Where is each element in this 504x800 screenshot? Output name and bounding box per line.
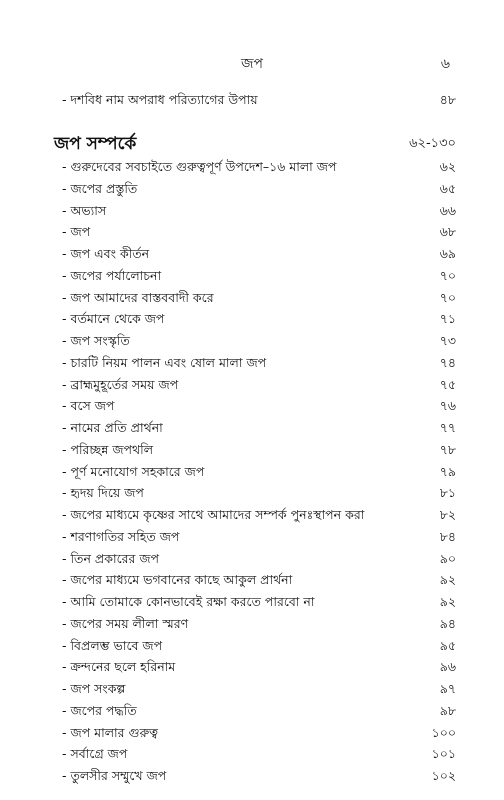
toc-entry [62,288,456,308]
toc-entry-page: ৪৮ [439,92,456,107]
toc-entry-page: ৭৪ [439,354,456,370]
toc-entry [62,483,456,503]
toc-entry-title: - অভ্যাস [62,202,107,218]
toc-entry-page: ৯০ [439,550,456,566]
toc-entry-title: - বিপ্রলম্ভ ভাবে জপ [62,637,163,653]
toc-entry [62,723,456,743]
toc-entry-title: - হৃদয় দিয়ে জপ [62,485,144,501]
toc-entry [62,375,456,395]
toc-entry [62,179,456,199]
toc-entry-title: - তুলসীর সম্মুখে জপ [62,768,167,783]
toc-entry [62,527,456,547]
toc-entry [62,201,456,221]
toc-entry-title: - জপ মালার গুরুত্ব [62,724,159,740]
toc-entry-page: ৮১ [439,485,456,501]
running-head [0,52,504,76]
toc-entry-title: - তিন প্রকারের জপ [62,550,159,566]
toc-entry-title: - আমি তোমাকে কোনভাবেই রক্ষা করতে পারবো না [62,594,315,609]
toc-entry [62,592,456,612]
toc-entry-page: ৭৬ [439,398,456,414]
section-title: জপ সম্পর্কে [54,134,137,154]
toc-entry-title: - চারটি নিয়ম পালন এবং ষোল মালা জপ [62,354,267,370]
toc-entry-title: - জপ আমাদের বাস্তববাদী করে [62,289,214,305]
toc-entry-title: - ক্রন্দনের ছলে হরিনাম [62,659,176,675]
running-head-page-number: ৬ [440,56,450,72]
toc-entry-title: - শরণাগতির সহিত জপ [62,528,180,544]
toc-entry-title: - জপের পর্যালোচনা [62,267,162,283]
toc-entry [62,222,456,242]
toc-entry [62,462,456,482]
toc-entry-page: ৯৬ [439,659,456,675]
toc-entry [62,244,456,264]
toc-entry [62,744,456,764]
toc-entry [62,614,456,634]
toc-entry-page: ৬৯ [439,246,456,261]
toc-entry-page: ৭৯ [439,463,456,479]
section-heading [54,132,456,156]
running-head-title: জপ [240,56,264,72]
toc-entry-title: - জপ এবং কীর্তন [62,246,150,261]
toc-entry-page: ৯২ [439,572,456,588]
toc-entry-page: ৮৪ [439,528,456,544]
toc-entry [62,679,456,699]
toc-entry [62,657,456,677]
toc-entry [62,266,456,286]
toc-entry-title: - জপের মাধ্যমে ভগবানের কাছে আকুল প্রার্থনা [62,572,293,588]
toc-entry-title: - দশবিধ নাম অপরাধ পরিত্যাগের উপায় [62,92,258,107]
toc-entry [62,701,456,721]
toc-entry [62,766,456,786]
toc-entry-page: ৯২ [439,594,456,609]
toc-entry-title: - জপের পদ্ধতি [62,702,137,718]
toc-entry [62,549,456,569]
toc-entry-page: ৬৬ [439,202,456,218]
toc-entry-page: ৭৩ [439,333,456,348]
toc-entry-title: - পূর্ণ মনোযোগ সহকারে জপ [62,463,205,479]
toc-entry-page: ৬৫ [439,180,456,196]
toc-entry [62,331,456,351]
toc-entry-title: - জপের প্রস্তুতি [62,180,138,196]
section-page-range: ৬২-১৩০ [409,136,456,151]
toc-entry-page: ৮২ [439,507,456,522]
toc-entry-page: ৯৭ [439,681,456,696]
toc-entry-title: - জপ সংকল্প [62,681,126,696]
toc-entry-title: - ব্রাহ্মমুহূর্তের সময় জপ [62,376,179,392]
toc-entry [62,157,456,177]
toc-entry-pre [62,90,456,110]
toc-entry-title: - জপ সংস্কৃতি [62,333,130,348]
toc-entry [62,309,456,329]
toc-entry [62,570,456,590]
toc-entry [62,418,456,438]
toc-entry-page: ১০২ [431,768,456,783]
toc-entry-page: ৬২ [439,159,456,174]
toc-entry-title: - বর্তমানে থেকে জপ [62,311,165,327]
toc-entry-page: ৭০ [439,289,456,305]
toc-entry-page: ৬৮ [439,224,456,240]
toc-entry-title: - পরিচ্ছন্ন জপথলি [62,441,154,457]
toc-entry-page: ৭১ [439,311,456,327]
toc-entry-title: - জপের মাধ্যমে কৃষ্ণের সাথে আমাদের সম্পর্ক পুনঃস্থাপন করা [62,507,365,522]
toc-entry-page: ৭৫ [439,376,456,392]
toc-entry-page: ৭০ [439,267,456,283]
toc-entry-page: ৭৮ [439,441,456,457]
toc-entry [62,440,456,460]
toc-entry-page: ৯৫ [439,637,456,653]
toc-entry-page: ৯৪ [439,615,456,631]
toc-entry-title: - বসে জপ [62,398,115,414]
toc-entry-title: - জপের সময় লীলা স্মরণ [62,615,189,631]
toc-entry [62,505,456,525]
toc-entry-title: - নামের প্রতি প্রার্থনা [62,420,163,435]
toc-entry-title: - গুরুদেবের সবচাইতে গুরুত্বপূর্ণ উপদেশ–১৬ মালা জপ [62,159,337,174]
toc-entry [62,353,456,373]
toc-entry-page: ৭৭ [439,420,456,435]
toc-entry-title: - জপ [62,224,91,240]
toc-entry [62,396,456,416]
toc-entry-title: - সর্বাগ্রে জপ [62,746,128,762]
toc-entry-page: ৯৮ [439,702,456,718]
toc-entry [62,636,456,656]
toc-entry-page: ১০১ [431,746,456,762]
toc-entry-page: ১০০ [431,724,456,740]
